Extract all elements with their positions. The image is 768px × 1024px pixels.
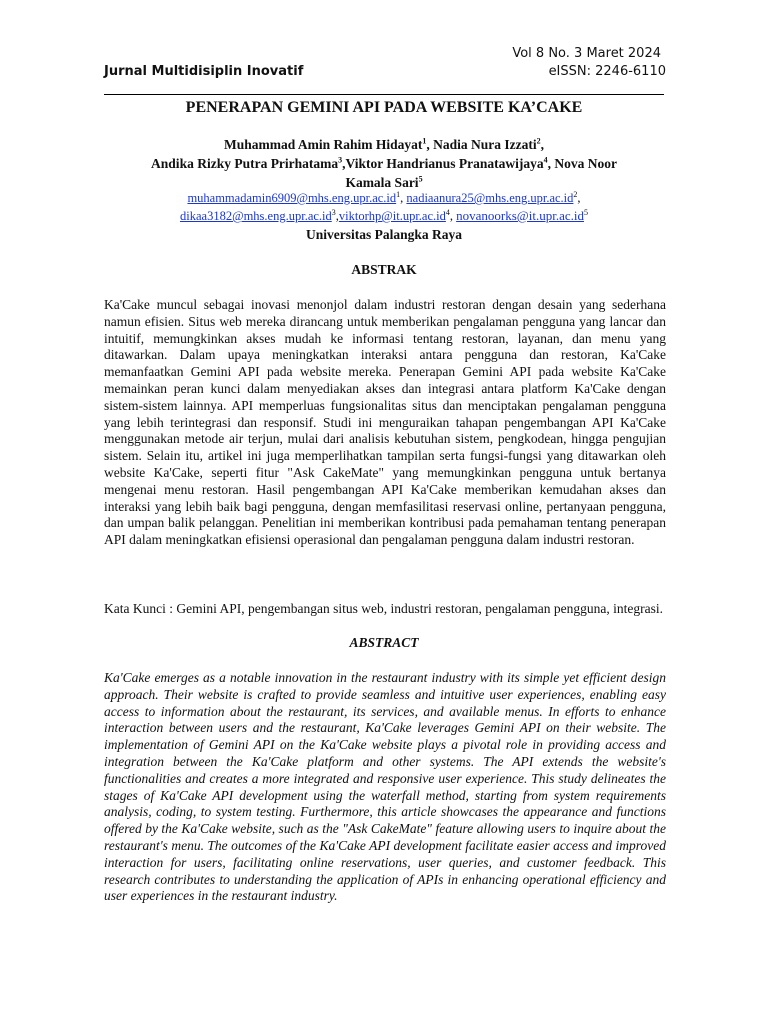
email-link[interactable]: novanoorks@it.upr.ac.id xyxy=(456,208,584,223)
email-link[interactable]: viktorhp@it.upr.ac.id xyxy=(338,209,446,223)
email-index: 2 xyxy=(573,189,578,199)
author-separator: , xyxy=(547,156,555,171)
author-name: Kamala Sari xyxy=(345,175,419,190)
header-rule xyxy=(104,94,664,95)
affiliation: Universitas Palangka Raya xyxy=(305,227,462,242)
author-separator: , xyxy=(426,137,434,152)
abstract-heading: ABSTRACT xyxy=(349,635,419,650)
author-name: Viktor Handrianus Pranatawijaya xyxy=(345,156,544,171)
author-name: Nadia Nura Izzati xyxy=(433,137,537,152)
email-index: 5 xyxy=(584,207,588,217)
email-link[interactable]: muhammadamin6909@mhs.eng.upr.ac.id xyxy=(187,191,397,205)
author-separator: , xyxy=(540,137,545,152)
abstrak-heading: ABSTRAK xyxy=(351,262,417,277)
author-index: 3 xyxy=(338,155,343,165)
author-emails: $muhammadamin6909@mhs.eng.upr.ac.id^1$, $nadiaanura25@mhs.eng.upr.ac.id^2$, $dikaa3182@mhs.eng.upr.ac.id^3,viktorhp@it.upr.ac.id^4$, $novanoorks@it.upr.ac.id^5$ xyxy=(180,189,588,223)
issn-info: eISSN: 2246-6110 xyxy=(548,64,666,79)
email-link[interactable]: nadiaanura25@mhs.eng.upr.ac.id xyxy=(406,191,574,205)
abstrak-body: Ka'Cake muncul sebagai inovasi menonjol dalam industri restoran dengan desain yang sederhana namun efisien. Situs web mereka dirancang untuk memberikan pengalaman pengguna yang lancar dan intuitif, memungkinkan akses mudah ke informasi tentang restoran, layanan, dan menu yang ditawarkan. Dalam upaya meningkatkan interaksi antara pengguna dan restoran, Ka'Cake memanfaatkan Gemini API pada website mereka. Penerapan Gemini API pada website Ka'Cake memainkan peran kunci dalam menyediakan akses dan integrasi antara platform Ka'Cake dengan sistem-sistem lainnya. API memperluas fungsionalitas situs dan menciptakan pengalaman pengguna yang lebih terintegrasi dan responsif. Studi ini menguraikan tahapan pengembangan API Ka'Cake menggunakan metode air terjun, mulai dari analisis kebutuhan sistem, pengkodean, hingga pengujian sistem. Selain itu, artikel ini juga memperlihatkan tampilan serta fungsi-fungsi yang ditawarkan oleh website Ka'Cake, seperti fitur "Ask CakeMate" yang memungkinkan pengguna untuk bertanya mengenai menu restoran. Hasil pengembangan API Ka'Cake memberikan kemudahan akses dan interaksi yang lebih baik bagi pengguna, dengan memfasilitasi reservasi online, pertanyaan pengguna, dan umpan balik pelanggan. Penelitian ini memberikan kontribusi pada pemahaman tentang penerapan API dalam meningkatkan efisiensi operasional dan pengalaman pengguna dalam industri restoran. xyxy=(104,297,666,548)
volume-info: Vol 8 No. 3 Maret 2024 xyxy=(512,46,661,61)
author-name: Muhammad Amin Rahim Hidayat xyxy=(223,137,423,152)
journal-name: Jurnal Multidisiplin Inovatif xyxy=(104,64,304,79)
email-index: 3 xyxy=(331,207,336,217)
author-list xyxy=(104,135,664,192)
author-index: 5 xyxy=(418,174,423,184)
author-name: Nova Noor xyxy=(554,156,617,171)
author-index: 1 xyxy=(422,136,427,146)
abstract-body: Ka'Cake emerges as a notable innovation in the restaurant industry with its simple yet efficient design approach. Their website is crafted to provide seamless and intuitive user experiences, enabling easy access to information about the restaurant, its services, and available menus. In efforts to enhance interaction between users and the restaurant, Ka'Cake leverages Gemini API on their website. The implementation of Gemini API on the Ka'Cake website plays a pivotal role in providing access and integration between the Ka'Cake platform and other systems. The API extends the website's functionalities and creates a more integrated and responsive user experience. This study delineates the stages of Ka'Cake API development using the waterfall method, starting from system requirements analysis, coding, to system testing. Furthermore, this article showcases the appearance and functions offered by the Ka'Cake website, such as the "Ask CakeMate" feature allowing users to inquire about the restaurant's menu. The outcomes of the Ka'Cake API development facilitate easier access and improved interaction for users, facilitating online reservations, user queries, and customer feedback. This research contributes to understanding the application of APIs in enhancing operational efficiency and user experiences in the restaurant industry. xyxy=(104,670,666,904)
email-link[interactable]: dikaa3182@mhs.eng.upr.ac.id xyxy=(180,209,332,223)
email-index: 4 xyxy=(445,207,450,217)
author-name: Andika Rizky Putra Prirhatama xyxy=(151,156,339,171)
author-index: 2 xyxy=(536,136,541,146)
author-index: 4 xyxy=(543,155,548,165)
author-separator: , xyxy=(342,156,346,171)
email-index: 1 xyxy=(396,189,401,199)
keywords: Kata Kunci : Gemini API, pengembangan situs web, industri restoran, pengalaman pengguna, integrasi. xyxy=(104,601,663,616)
paper-title: PENERAPAN GEMINI API PADA WEBSITE KA’CAKE xyxy=(185,99,583,116)
